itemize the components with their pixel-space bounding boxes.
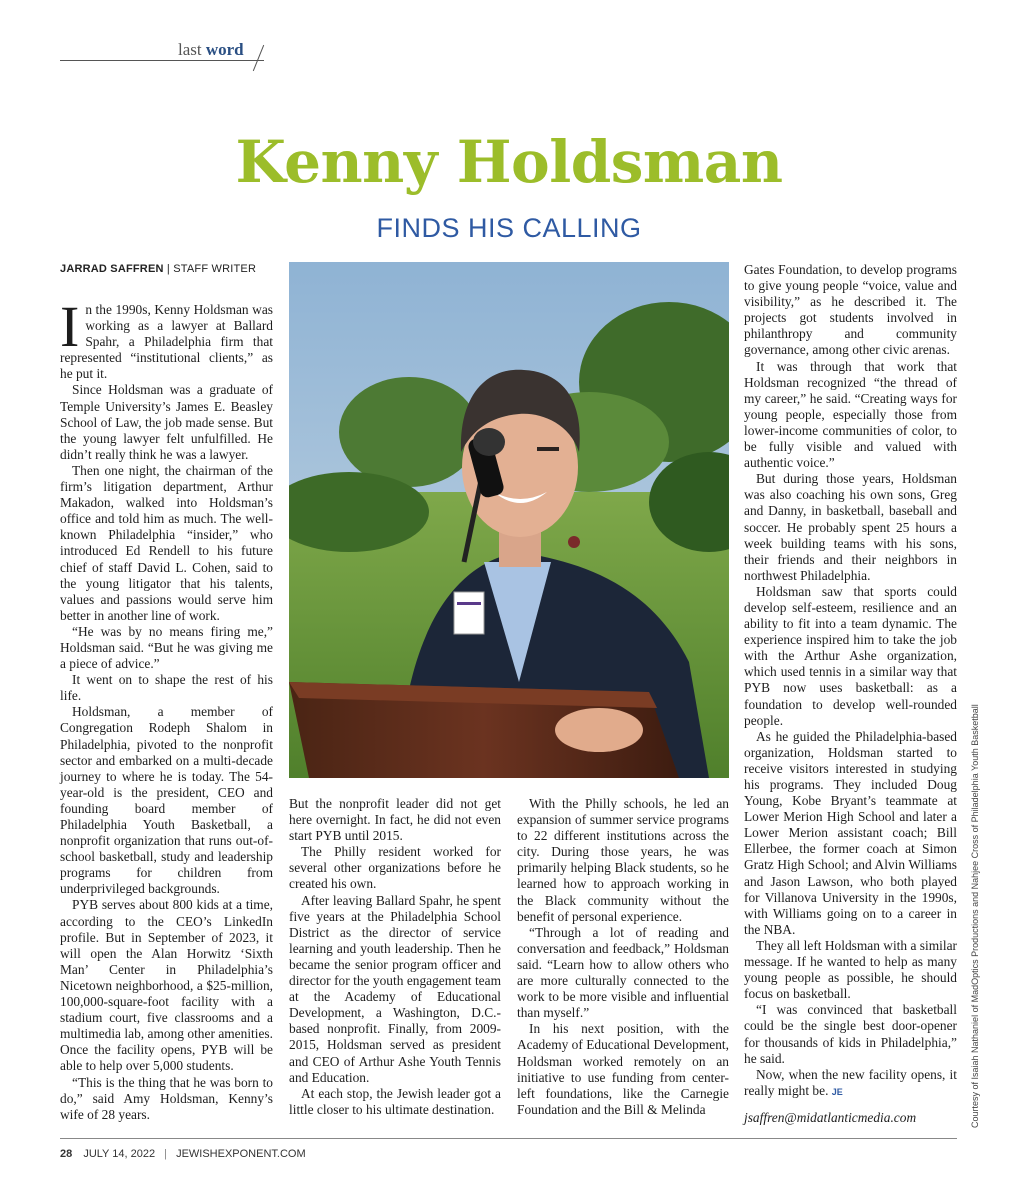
byline-separator: | — [166, 263, 174, 275]
paragraph: Gates Foundation, to develop programs to give young people “voice, value and visibility,” as he described it. The projects got students involved in philanthropy and community governance, among other civic arenas. — [744, 262, 957, 358]
footer-separator: | — [164, 1148, 167, 1160]
paragraph-text: n the 1990s, Kenny Holdsman was working as a lawyer at Ballard Spahr, a Philadelphia firm that represented “institutional clients,” as he put it. — [60, 302, 273, 382]
article-column-4 — [744, 262, 957, 1126]
footer-divider — [60, 1138, 957, 1139]
photo-credit: Courtesy of Isaiah Nathaniel of MadOptics Productions and Nahjee Cross of Philadelphia Youth Basketball — [970, 704, 980, 1128]
paragraph: But during those years, Holdsman was also coaching his own sons, Greg and Danny, in basketball, baseball and soccer. He probably spent 25 hours a week building teams with his sons, their friends and their neighbors in northwest Philadelphia. — [744, 471, 957, 583]
page-number: 28 — [60, 1148, 73, 1160]
byline — [60, 263, 256, 275]
paragraph: After leaving Ballard Spahr, he spent five years at the Philadelphia School District as the director of service learning and youth leadership. Then he became the senior program officer and director for the youth engagement team at the Academy of Educational Development, a Washington, D.C.-based nonprofit. Finally, from 2009-2015, Holdsman served as president and CEO of Arthur Ashe Youth Tennis and Education. — [289, 892, 501, 1085]
paragraph: Holdsman saw that sports could develop self-esteem, resilience and an ability to fit into a team dynamic. The experience inspired him to take the job with the Arthur Ashe organization, which used tennis in a similar way that PYB now uses basketball: as a foundation to develop well-rounded people. — [744, 583, 957, 728]
rubric-prefix: last — [178, 40, 202, 59]
paragraph: They all left Holdsman with a similar message. If he wanted to help as many young people as possible, he should focus on basketball. — [744, 937, 957, 1002]
paragraph: As he guided the Philadelphia-based organization, Holdsman started to receive visitors interested in studying his programs. They included Doug Young, Kobe Bryant’s teammate at Lower Merion High School and later a Lower Merion assistant coach; Bill Ellerbee, the former coach at Simon Gratz High School; and Alvin Williams and Jason Lawson, who both played for Villanova University in the 1990s, with Williams going on to a career in the NBA. — [744, 728, 957, 937]
paragraph: The Philly resident worked for several other organizations before he created his own. — [289, 844, 501, 892]
rubric-word: word — [205, 40, 244, 59]
subheadline: FINDS HIS CALLING — [376, 213, 642, 243]
article-column-2 — [289, 796, 501, 1118]
paragraph: “Through a lot of reading and conversation and feedback,” Holdsman said. “Learn how to allow others who are more culturally connected to the work to be more visible and influential than myself.” — [517, 924, 729, 1021]
paragraph — [744, 1067, 957, 1100]
byline-author: JARRAD SAFFREN — [60, 263, 164, 275]
author-email: jsaffren@midatlanticmedia.com — [744, 1109, 917, 1125]
paragraph: “I was convinced that basketball could be the single best door-opener for thousands of kids in Philadelphia,” he said. — [744, 1002, 957, 1066]
page-footer — [60, 1148, 306, 1160]
paragraph: Since Holdsman was a graduate of Temple University’s James E. Beasley School of Law, the job made sense. But the young lawyer felt unfulfilled. He didn’t really think he was a lawyer. — [60, 382, 273, 462]
byline-role: STAFF WRITER — [173, 263, 257, 275]
paragraph: With the Philly schools, he led an expansion of summer service programs to 22 different institutions across the city. During those years, he was primarily helping Black students, so he learned how to approach working in the Black community without the benefit of personal experience. — [517, 796, 729, 924]
portrait-photo — [289, 262, 729, 778]
article-column-1 — [60, 294, 273, 1123]
paragraph: In his next position, with the Academy of Educational Development, Holdsman worked remotely on an initiative to use funding from center-left foundations, like the Carnegie Foundation and the Bill & Melinda — [517, 1021, 729, 1117]
paragraph — [60, 294, 273, 382]
photo-illustration — [289, 262, 729, 778]
rubric-slash — [253, 45, 264, 71]
article-column-3 — [517, 796, 729, 1118]
issue-date: JULY 14, 2022 — [83, 1148, 156, 1160]
paragraph: But the nonprofit leader did not get here overnight. In fact, he did not even start PYB until 2015. — [289, 796, 501, 844]
paragraph: Then one night, the chairman of the firm’s litigation department, Arthur Makadon, walked into Holdsman’s office and told him as much. The well-known Philadelphia “insider,” who introduced Ed Rendell to his future chief of staff David L. Cohen, said to the young litigator that his talents, values and passions would serve him better in another line of work. — [60, 462, 273, 623]
rubric-divider — [60, 60, 264, 61]
section-rubric — [178, 40, 244, 60]
paragraph: It went on to shape the rest of his life. — [60, 672, 273, 704]
paragraph: PYB serves about 800 kids at a time, according to the CEO’s LinkedIn profile. But in September of 2023, it will open the Alan Horwitz ‘Sixth Man’ Center in Philadelphia’s Nicetown neighborhood, a $25-million, 100,000-square-foot facility with a stadium court, five classrooms and a multimedia lab, among other amenities. Once the facility opens, PYB will be able to help over 5,000 students. — [60, 897, 273, 1074]
paragraph: “This is the thing that he was born to do,” said Amy Holdsman, Kenny’s wife of 28 years. — [60, 1074, 273, 1122]
closing-sentence: Now, when the new facility opens, it really might be. — [744, 1066, 957, 1098]
end-mark: JE — [831, 1086, 843, 1097]
drop-cap: I — [60, 294, 80, 359]
headline: Kenny Holdsman — [235, 128, 783, 196]
paragraph: At each stop, the Jewish leader got a little closer to his ultimate destination. — [289, 1085, 501, 1117]
paragraph: Holdsman, a member of Congregation Rodeph Shalom in Philadelphia, pivoted to the nonprofit sector and embarked on a multi-decade journey to where he is today. The 54-year-old is the president, CEO and founding board member of Philadelphia Youth Basketball, a nonprofit organization that runs out-of-school basketball, study and leadership programs for children from underprivileged backgrounds. — [60, 704, 273, 897]
website: JEWISHEXPONENT.COM — [176, 1148, 306, 1160]
paragraph: “He was by no means firing me,” Holdsman said. “But he was giving me a piece of advice.” — [60, 623, 273, 672]
paragraph: It was through that work that Holdsman recognized “the thread of my career,” he said. “Creating ways for young people, especially those from lower-income communities of color, to be fully visible and valued with authentic voice.” — [744, 358, 957, 471]
